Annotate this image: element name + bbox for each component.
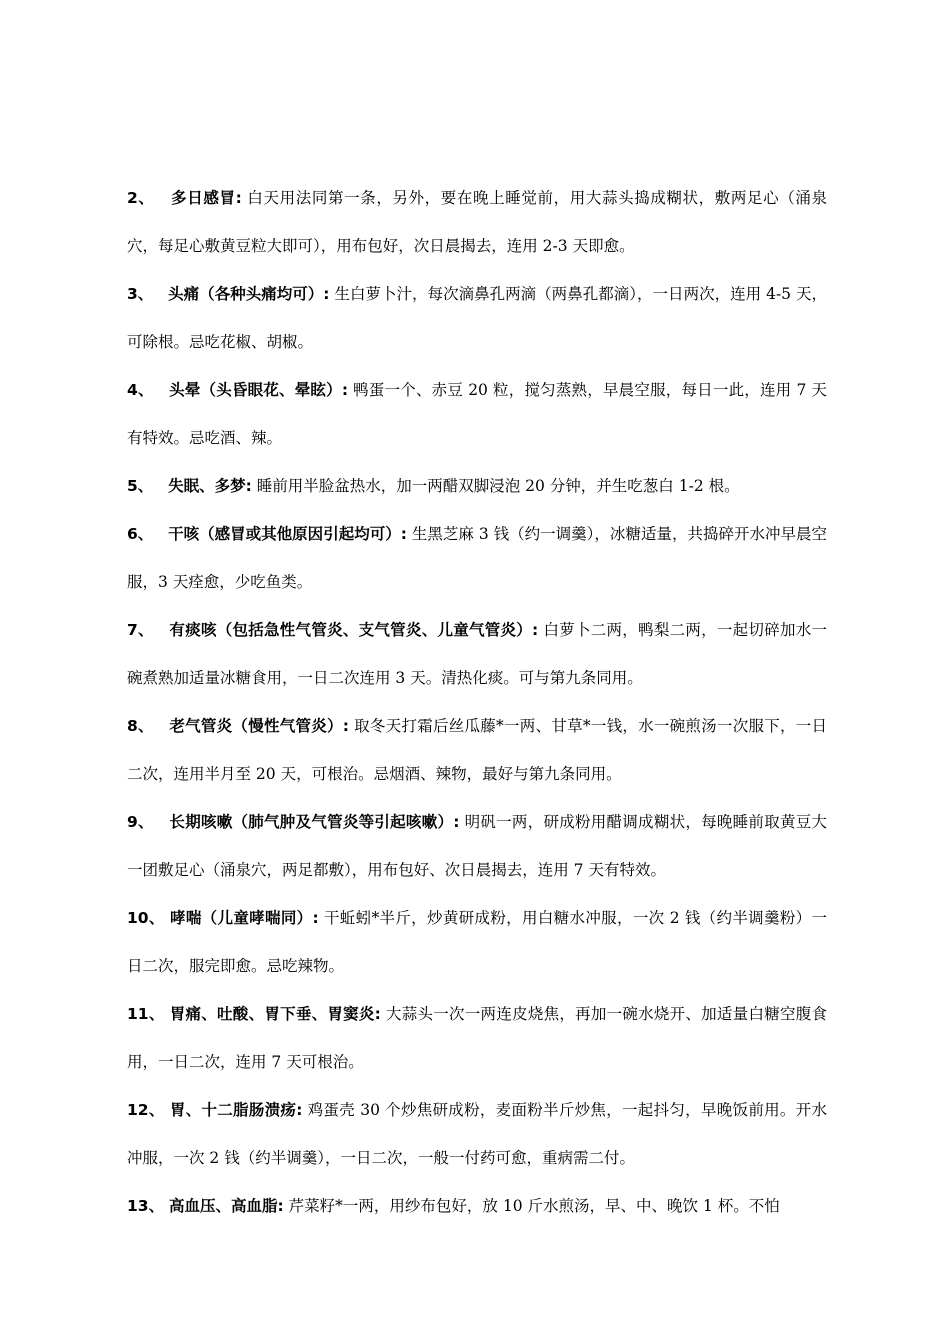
- entry-number: 2、: [127, 189, 155, 207]
- entry-number: 5、: [127, 477, 154, 495]
- entry-number: 10、: [127, 909, 165, 927]
- remedy-entry: [127, 1182, 827, 1230]
- remedy-entry: [127, 174, 827, 270]
- remedy-entry: [127, 702, 827, 798]
- entry-number: 7、: [127, 621, 154, 639]
- entry-body: 生白萝卜汁，每次滴鼻孔两滴（两鼻孔都滴），一日两次，连用 4-5 天，可除根。忌吃花椒、胡椒。: [127, 285, 827, 351]
- entry-title: 胃痛、吐酸、胃下垂、胃窦炎:: [169, 1005, 381, 1023]
- remedy-entry: [127, 990, 827, 1086]
- remedy-entry: [127, 798, 827, 894]
- entry-number: 9、: [127, 813, 154, 831]
- remedy-entry: [127, 270, 827, 366]
- entry-title: 哮喘（儿童哮喘同）:: [170, 909, 319, 927]
- remedy-entry: [127, 510, 827, 606]
- entry-title: 失眠、多梦:: [168, 477, 252, 495]
- entry-number: 11、: [127, 1005, 165, 1023]
- entry-body: 白萝卜二两，鸭梨二两，一起切碎加水一碗煮熟加适量冰糖食用，一日二次连用 3 天。清热化痰。可与第九条同用。: [127, 621, 828, 687]
- entry-number: 8、: [127, 717, 154, 735]
- remedy-entry: [127, 1086, 827, 1182]
- entry-title: 长期咳嗽（肺气肿及气管炎等引起咳嗽）:: [169, 813, 460, 831]
- entry-title: 胃、十二脂肠溃疡:: [169, 1101, 303, 1119]
- entry-title: 头痛（各种头痛均可）:: [168, 285, 330, 303]
- entry-title: 有痰咳（包括急性气管炎、支气管炎、儿童气管炎）:: [169, 621, 539, 639]
- entry-body: 芹菜籽*一两，用纱布包好，放 10 斤水煎汤，早、中、晚饮 1 杯。不怕: [288, 1197, 780, 1215]
- entry-number: 4、: [127, 381, 154, 399]
- remedy-entry: [127, 606, 827, 702]
- entry-title: 高血压、高血脂:: [169, 1197, 284, 1215]
- remedy-entry: [127, 366, 827, 462]
- entry-title: 老气管炎（慢性气管炎）:: [169, 717, 349, 735]
- remedy-entry: [127, 462, 827, 510]
- entry-title: 多日感冒:: [171, 189, 242, 207]
- entry-number: 6、: [127, 525, 154, 543]
- entry-body: 鸡蛋壳 30 个炒焦研成粉，麦面粉半斤炒焦，一起抖匀，早晚饭前用。开水冲服，一次 2 钱（约半调羹），一日二次，一般一付药可愈，重病需二付。: [127, 1101, 827, 1167]
- entry-number: 13、: [127, 1197, 165, 1215]
- entry-body: 取冬天打霜后丝瓜藤*一两、甘草*一钱，水一碗煎汤一次服下，一日二次，连用半月至 20 天，可根治。忌烟酒、辣物，最好与第九条同用。: [127, 717, 828, 783]
- remedy-entry: [127, 894, 827, 990]
- entry-title: 干咳（感冒或其他原因引起均可）:: [168, 525, 407, 543]
- entry-number: 12、: [127, 1101, 165, 1119]
- entry-title: 头晕（头昏眼花、晕眩）:: [169, 381, 349, 399]
- entry-body: 白天用法同第一条，另外，要在晚上睡觉前，用大蒜头捣成糊状，敷两足心（涌泉穴，每足心敷黄豆粒大即可），用布包好，次日晨揭去，连用 2-3 天即愈。: [127, 189, 827, 255]
- entry-body: 大蒜头一次一两连皮烧焦，再加一碗水烧开、加适量白糖空腹食用，一日二次，连用 7 天可根治。: [127, 1005, 827, 1071]
- entry-body: 睡前用半脸盆热水，加一两醋双脚浸泡 20 分钟，并生吃葱白 1-2 根。: [256, 477, 740, 495]
- entry-body: 鸭蛋一个、赤豆 20 粒，搅匀蒸熟，早晨空服，每日一此，连用 7 天有特效。忌吃酒、辣。: [127, 381, 828, 447]
- remedy-list: [127, 174, 827, 1230]
- entry-body: 明矾一两，研成粉用醋调成糊状，每晚睡前取黄豆大一团敷足心（涌泉穴，两足都敷），用布包好、次日晨揭去，连用 7 天有特效。: [127, 813, 827, 879]
- entry-body: 生黑芝麻 3 钱（约一调羹），冰糖适量，共捣碎开水冲早晨空服，3 天痊愈，少吃鱼类。: [127, 525, 828, 591]
- entry-body: 干蚯蚓*半斤，炒黄研成粉，用白糖水冲服，一次 2 钱（约半调羹粉）一日二次，服完即愈。忌吃辣物。: [127, 909, 827, 975]
- entry-number: 3、: [127, 285, 154, 303]
